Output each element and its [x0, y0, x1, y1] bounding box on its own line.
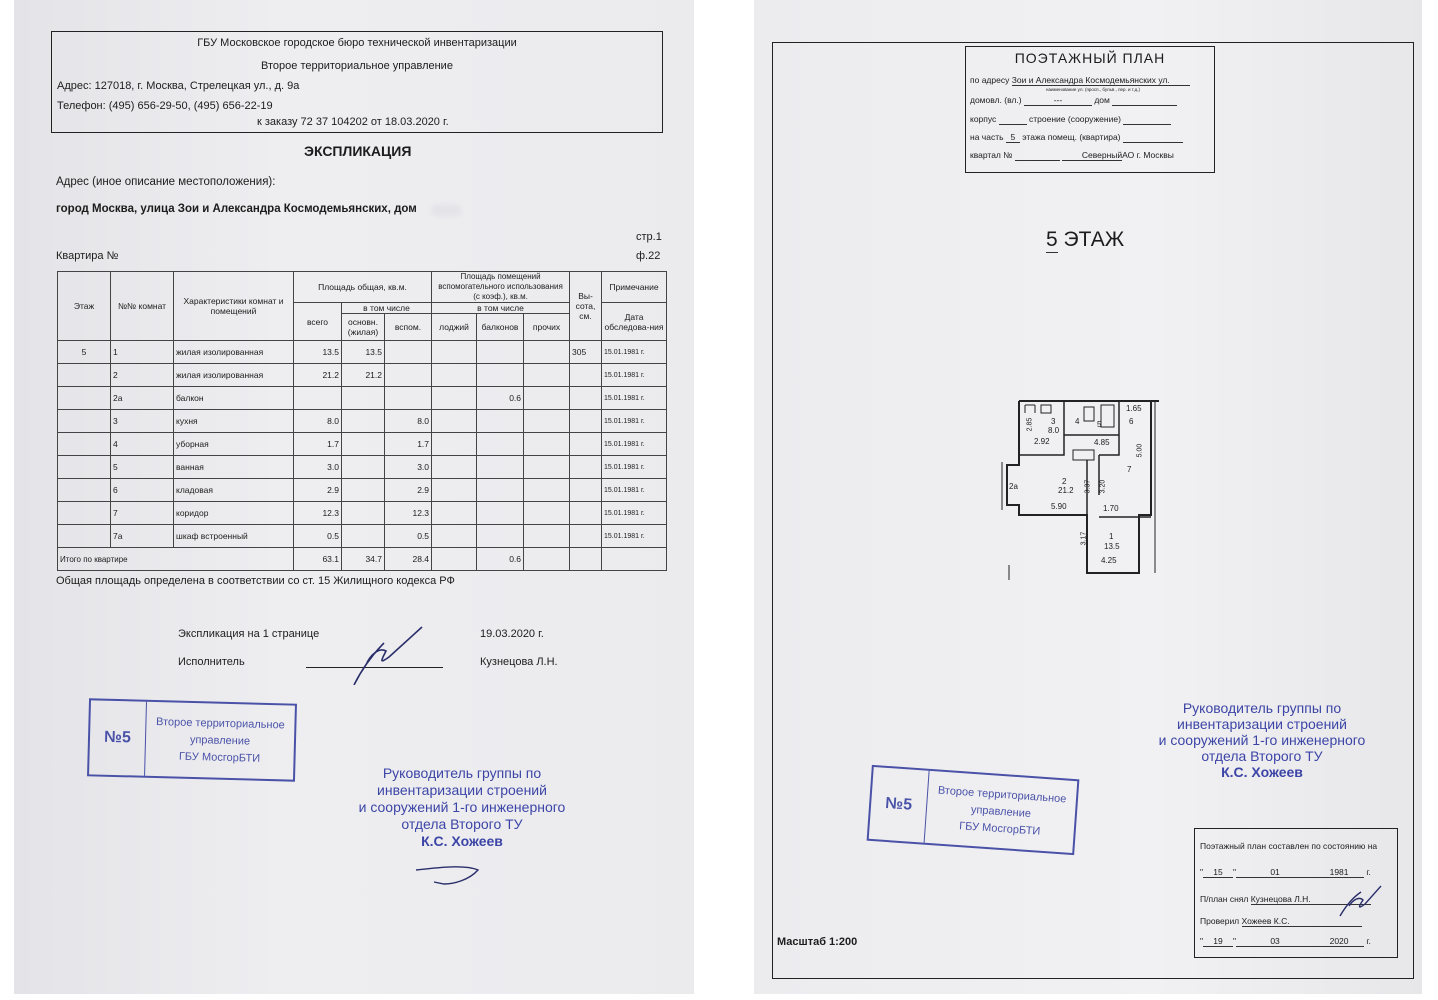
- cell-height: [570, 502, 602, 525]
- cell-height: 305: [570, 341, 602, 364]
- cell-floor: [58, 479, 111, 502]
- cell-height: [570, 479, 602, 502]
- cell-floor: [58, 387, 111, 410]
- cell-main: [342, 433, 385, 456]
- cell-room: 2а: [111, 387, 174, 410]
- cell-other: [524, 456, 570, 479]
- col-balcony: балконов: [477, 314, 524, 341]
- cell-name: шкаф встроенный: [174, 525, 294, 548]
- cell-main: [342, 479, 385, 502]
- taken-by: Кузнецова Л.Н.: [1251, 894, 1371, 905]
- cell-room: 2: [111, 364, 174, 387]
- head-signature-block: Руководитель группы по инвентаризации строений и сооружений 1-го инженерного отдела Второго ТУ К.С. Хожеев: [1158, 700, 1366, 780]
- cell-main: [342, 502, 385, 525]
- cell-room: 7а: [111, 525, 174, 548]
- totals-main: 34.7: [342, 548, 385, 571]
- cell-date: 15.01.1981 г.: [602, 410, 667, 433]
- dim-425: 4.25: [1101, 556, 1117, 565]
- cell-total: [294, 387, 342, 410]
- cell-aux: 1.7: [385, 433, 432, 456]
- cell-total: 8.0: [294, 410, 342, 433]
- cell-height: [570, 456, 602, 479]
- col-floor: Этаж: [58, 272, 111, 341]
- cell-total: 13.5: [294, 341, 342, 364]
- pages-note: Экспликация на 1 странице: [178, 628, 320, 640]
- part-value: 5: [1006, 132, 1020, 143]
- cell-aux: [385, 387, 432, 410]
- dim-285: 2.85: [1026, 417, 1034, 432]
- cell-balcony: [477, 456, 524, 479]
- col-area-total: Площадь общая, кв.м.: [294, 272, 432, 303]
- col-loggia: лоджий: [432, 314, 477, 341]
- cell-main: 13.5: [342, 341, 385, 364]
- room-3-label: 3: [1051, 417, 1056, 426]
- col-note: Примечание: [602, 272, 667, 303]
- table-row: [58, 479, 667, 502]
- cell-name: жилая изолированная: [174, 364, 294, 387]
- cell-name: жилая изолированная: [174, 341, 294, 364]
- cell-main: 21.2: [342, 364, 385, 387]
- cell-room: 7: [111, 502, 174, 525]
- signature-mark: [344, 625, 424, 685]
- table-row: [58, 387, 667, 410]
- cell-floor: [58, 502, 111, 525]
- legal-note: Общая площадь определена в соответствии со ст. 15 Жилищного кодекса РФ: [56, 575, 455, 587]
- col-aux: вспом.: [385, 314, 432, 341]
- dim-292: 2.92: [1034, 437, 1050, 446]
- house-value: ---: [1024, 95, 1092, 106]
- cell-loggia: [432, 502, 477, 525]
- cell-loggia: [432, 525, 477, 548]
- totals-row: [58, 548, 667, 571]
- cell-balcony: [477, 502, 524, 525]
- col-rooms: №№ комнат: [111, 272, 174, 341]
- table-row: [58, 341, 667, 364]
- cell-aux: 0.5: [385, 525, 432, 548]
- cell-balcony: 0.6: [477, 387, 524, 410]
- floor-plan-drawing: [999, 395, 1169, 580]
- room-1-area: 13.5: [1104, 542, 1120, 551]
- stamp-number: №5: [869, 767, 930, 843]
- table-row: [58, 502, 667, 525]
- cell-total: 1.7: [294, 433, 342, 456]
- cell-loggia: [432, 387, 477, 410]
- col-incl2: в том числе: [432, 303, 570, 314]
- cell-name: коридор: [174, 502, 294, 525]
- cell-floor: [58, 364, 111, 387]
- cell-other: [524, 525, 570, 548]
- plan-address: Зои и Александра Космодемьянских ул.: [1012, 75, 1190, 86]
- state-signature-mark: [1335, 884, 1385, 919]
- stamp-number: №5: [89, 700, 147, 775]
- cell-balcony: [477, 410, 524, 433]
- cell-floor: [58, 410, 111, 433]
- cell-loggia: [432, 410, 477, 433]
- division-name: Второе территориальное управление: [261, 60, 453, 72]
- bti-header-box: [51, 31, 663, 133]
- table-row: [58, 433, 667, 456]
- tu-stamp: [87, 698, 297, 781]
- dim-590: 5.90: [1051, 502, 1067, 511]
- dim-485: 4.85: [1094, 438, 1110, 447]
- address-hint: наименование ул. (просп., бульв., пер. и т.д.): [1046, 87, 1140, 92]
- cell-loggia: [432, 456, 477, 479]
- totals-aux: 28.4: [385, 548, 432, 571]
- cell-total: 12.3: [294, 502, 342, 525]
- dim-337: 3.37: [1084, 479, 1092, 494]
- floor-title: 5 ЭТАЖ: [1046, 228, 1125, 251]
- col-aux-area: Площадь помещений вспомогательного использования (с коэф.), кв.м.: [432, 272, 570, 303]
- page-title: ЭКСПЛИКАЦИЯ: [304, 143, 412, 159]
- cell-other: [524, 364, 570, 387]
- col-character: Характеристики комнат и помещений: [174, 272, 294, 341]
- totals-total: 63.1: [294, 548, 342, 571]
- cell-room: 4: [111, 433, 174, 456]
- cell-name: ванная: [174, 456, 294, 479]
- cell-date: 15.01.1981 г.: [602, 525, 667, 548]
- cell-other: [524, 410, 570, 433]
- cell-aux: 3.0: [385, 456, 432, 479]
- checked-by: Хожеев К.С.: [1242, 916, 1362, 927]
- cell-total: 3.0: [294, 456, 342, 479]
- cell-height: [570, 525, 602, 548]
- order-ref: к заказу 72 37 104202 от 18.03.2020 г.: [257, 116, 449, 128]
- room-7-label: 7: [1127, 465, 1132, 474]
- cell-date: 15.01.1981 г.: [602, 433, 667, 456]
- room-2-label: 2: [1062, 477, 1067, 486]
- cell-balcony: [477, 341, 524, 364]
- table-row: [58, 410, 667, 433]
- cell-room: 3: [111, 410, 174, 433]
- plan-info-box: ПОЭТАЖНЫЙ ПЛАН по адресу Зои и Александра Космодемьянских ул. наименование ул. (просп., бульв., пер. и т.д.) домовл. (вл.) --- дом корпус строение (сооружение) на часть 5 этажа помещ. (квартира) квартал № СеверныйАО г. Москвы: [965, 46, 1215, 173]
- head-signature-block: Руководитель группы по инвентаризации строений и сооружений 1-го инженерного отдела Второго ТУ К.С. Хожеев: [358, 765, 566, 849]
- col-incl: в том числе: [342, 303, 432, 314]
- dim-500: 5.00: [1136, 443, 1144, 458]
- table-row: [58, 456, 667, 479]
- cell-aux: [385, 364, 432, 387]
- col-total: всего: [294, 303, 342, 341]
- cell-height: [570, 410, 602, 433]
- cell-name: балкон: [174, 387, 294, 410]
- page-ref: стр.1: [636, 231, 662, 243]
- cell-main: [342, 410, 385, 433]
- cell-other: [524, 502, 570, 525]
- dim-317: 3.17: [1080, 531, 1088, 546]
- cell-height: [570, 433, 602, 456]
- dim-165: 1.65: [1126, 404, 1142, 413]
- cell-aux: 2.9: [385, 479, 432, 502]
- cell-balcony: [477, 525, 524, 548]
- totals-label: Итого по квартире: [58, 548, 294, 571]
- cell-date: 15.01.1981 г.: [602, 502, 667, 525]
- cell-name: уборная: [174, 433, 294, 456]
- org-address: Адрес: 127018, г. Москва, Стрелецкая ул., д. 9а: [57, 80, 300, 92]
- col-survey-date: Дата обследова-ния: [602, 303, 667, 341]
- cell-name: кладовая: [174, 479, 294, 502]
- redacted-blur: [431, 205, 461, 216]
- scale-label: Масштаб 1:200: [777, 936, 858, 948]
- cell-date: 15.01.1981 г.: [602, 456, 667, 479]
- cell-loggia: [432, 479, 477, 502]
- cell-date: 15.01.1981 г.: [602, 387, 667, 410]
- room-5-label: 5: [1097, 420, 1102, 429]
- form-ref: ф.22: [636, 250, 661, 262]
- quarter-value: Северный: [1062, 150, 1122, 161]
- doc-date: 19.03.2020 г.: [480, 628, 544, 640]
- cell-name: кухня: [174, 410, 294, 433]
- col-other: прочих: [524, 314, 570, 341]
- cell-aux: [385, 341, 432, 364]
- cell-balcony: [477, 479, 524, 502]
- col-height: Вы-сота, см.: [570, 272, 602, 341]
- cell-total: 21.2: [294, 364, 342, 387]
- cell-date: 15.01.1981 г.: [602, 364, 667, 387]
- room-2a-label: 2а: [1009, 482, 1018, 491]
- cell-date: 15.01.1981 г.: [602, 479, 667, 502]
- address-label: Адрес (иное описание местоположения):: [56, 176, 276, 188]
- cell-main: [342, 525, 385, 548]
- table-row: [58, 525, 667, 548]
- cell-floor: [58, 456, 111, 479]
- cell-floor: [58, 525, 111, 548]
- cell-height: [570, 387, 602, 410]
- address-value: город Москва, улица Зои и Александра Космодемьянских, дом: [56, 203, 417, 215]
- dim-170: 1.70: [1103, 504, 1119, 513]
- cell-floor: 5: [58, 341, 111, 364]
- cell-floor: [58, 433, 111, 456]
- cell-date: 15.01.1981 г.: [602, 341, 667, 364]
- cell-main: [342, 387, 385, 410]
- cell-other: [524, 479, 570, 502]
- dim-320: 3.20: [1099, 479, 1107, 494]
- cell-height: [570, 364, 602, 387]
- cell-balcony: [477, 364, 524, 387]
- org-phone: Телефон: (495) 656-29-50, (495) 656-22-19: [57, 100, 273, 112]
- cell-loggia: [432, 341, 477, 364]
- cell-aux: 12.3: [385, 502, 432, 525]
- cell-aux: 8.0: [385, 410, 432, 433]
- tu-stamp: [867, 765, 1080, 855]
- room-1-label: 1: [1109, 532, 1114, 541]
- executor-label: Исполнитель: [178, 656, 245, 668]
- cell-total: 0.5: [294, 525, 342, 548]
- floor-plan-page: [754, 0, 1422, 994]
- head-signature-mark: [414, 860, 484, 890]
- explication-page: [14, 0, 694, 994]
- cell-other: [524, 387, 570, 410]
- cell-other: [524, 341, 570, 364]
- apartment-label: Квартира №: [56, 250, 119, 262]
- state-title: Поэтажный план составлен по состоянию на: [1200, 841, 1378, 851]
- table-row: [58, 364, 667, 387]
- col-main: основн. (жилая): [342, 314, 385, 341]
- cell-other: [524, 433, 570, 456]
- cell-room: 6: [111, 479, 174, 502]
- totals-balcony: 0.6: [477, 548, 524, 571]
- explication-table: [57, 271, 667, 571]
- room-6-label: 6: [1129, 417, 1134, 426]
- cell-main: [342, 456, 385, 479]
- cell-loggia: [432, 364, 477, 387]
- room-2-area: 21.2: [1058, 486, 1074, 495]
- plan-title: ПОЭТАЖНЫЙ ПЛАН: [1014, 50, 1166, 66]
- room-3-area: 8.0: [1048, 426, 1060, 435]
- room-4-label: 4: [1075, 417, 1080, 426]
- org-name: ГБУ Московское городское бюро технической инвентаризации: [197, 37, 517, 49]
- cell-room: 1: [111, 341, 174, 364]
- cell-total: 2.9: [294, 479, 342, 502]
- stamp-text: Второе территориальное управление ГБУ МосгорБТИ: [937, 784, 1067, 838]
- cell-loggia: [432, 433, 477, 456]
- cell-balcony: [477, 433, 524, 456]
- plan-state-box: Поэтажный план составлен по состоянию на " 15 " 01 1981 г. П/план снял Кузнецова Л.Н. Проверил Хожеев К.С. " 19 " 03 2020 г.: [1194, 828, 1398, 958]
- stamp-text: Второе территориальное управление ГБУ МосгорБТИ: [155, 715, 285, 765]
- executor-name: Кузнецова Л.Н.: [480, 656, 558, 668]
- cell-room: 5: [111, 456, 174, 479]
